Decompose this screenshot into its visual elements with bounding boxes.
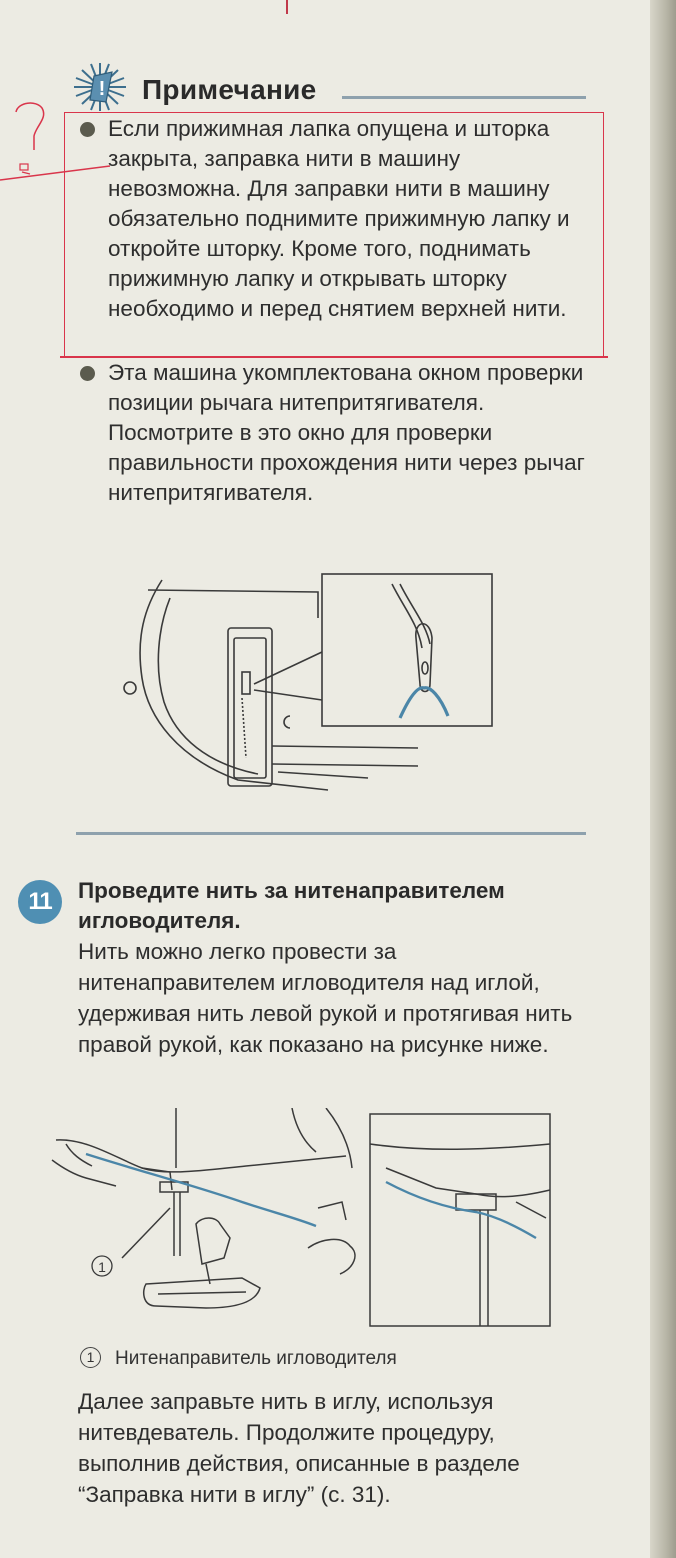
bullet-dot-icon bbox=[80, 366, 95, 381]
annotation-question-mark bbox=[0, 96, 110, 186]
page-edge bbox=[650, 0, 676, 1558]
needle-bar-thread-guide-illustration bbox=[46, 1108, 556, 1336]
next-step-paragraph: Далее заправьте нить в иглу, используя нитевдеватель. Продолжите процедуру, выполнив действия, описанные в разделе “Заправка нити в иглу” (с. 31). bbox=[78, 1389, 520, 1507]
annotation-highlight-box bbox=[64, 112, 604, 358]
svg-text:!: ! bbox=[98, 78, 106, 100]
step-number-badge: 11 bbox=[18, 880, 62, 924]
note-bullet-2 bbox=[80, 358, 590, 508]
figure-caption bbox=[80, 1346, 580, 1372]
take-up-lever-window-illustration bbox=[118, 568, 498, 798]
note-title-rule bbox=[342, 96, 586, 99]
section-divider bbox=[76, 832, 586, 835]
note-bullet-1-text: Если прижимная лапка опущена и шторка закрыта, заправка нити в машину невозможна. Для заправки нити в машину обязательно поднимите прижимную лапку и откройте шторку. Кроме того, поднимать прижимную лапку и открывать шторку необходимо и перед снятием верхней нити. bbox=[108, 116, 570, 321]
note-header bbox=[70, 62, 590, 112]
figure-callout-number: 1 bbox=[98, 1259, 106, 1275]
note-bullet-2-text: Эта машина укомплектована окном проверки позиции рычага нитепритягивателя. Посмотрите в это окно для проверки правильности прохождения нити через рычаг нитепритягивателя. bbox=[108, 360, 585, 505]
top-mark bbox=[286, 0, 288, 14]
caption-number: 1 bbox=[80, 1347, 101, 1368]
caption-text: Нитенаправитель игловодителя bbox=[115, 1348, 397, 1369]
step-body: Нить можно легко провести за нитенаправителем игловодителя над иглой, удерживая нить левой рукой и протягивая нить правой рукой, как показано на рисунке ниже. bbox=[78, 939, 573, 1057]
step-title: Проведите нить за нитенаправителем игловодителя. bbox=[78, 878, 505, 933]
note-title: Примечание bbox=[142, 74, 317, 105]
